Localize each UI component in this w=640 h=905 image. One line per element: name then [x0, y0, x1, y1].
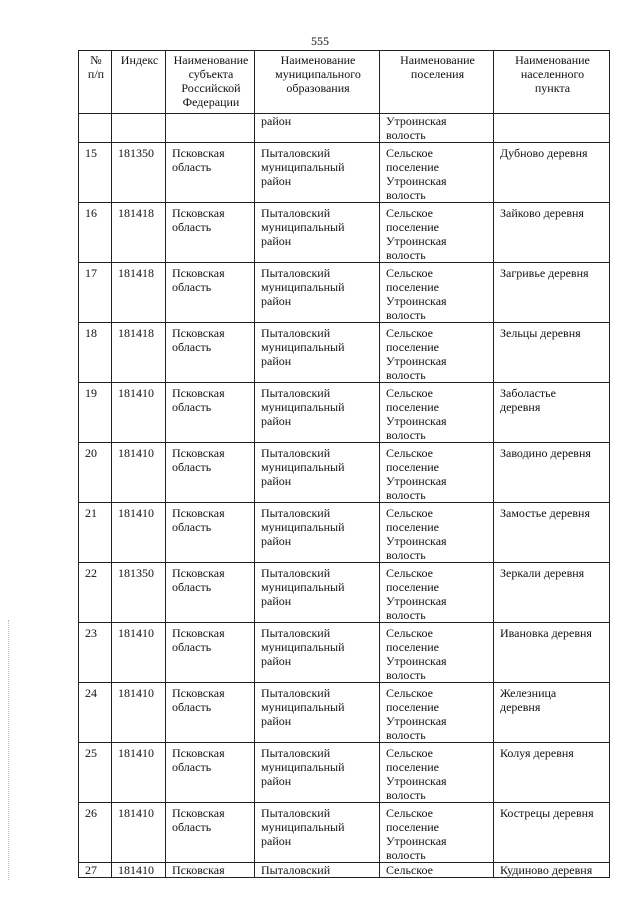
- cell-subject: Псковская область: [166, 143, 255, 203]
- cell-index: 181410: [112, 683, 166, 743]
- cell-subject: Псковская область: [166, 443, 255, 503]
- cell-municipality: Пыталовский муниципальный район: [255, 443, 380, 503]
- cell-index: 181410: [112, 383, 166, 443]
- cell-subject: Псковская область: [166, 323, 255, 383]
- cell-subject: Псковская область: [166, 263, 255, 323]
- cell-settlement: Сельское поселение Утроинская волость: [380, 503, 494, 563]
- cell-locality: Зеркали деревня: [494, 563, 610, 623]
- cell-subject: Псковская область: [166, 503, 255, 563]
- cell-settlement: Сельское поселение Утроинская волость: [380, 443, 494, 503]
- cell-settlement: Сельское поселение Утроинская волость: [380, 263, 494, 323]
- page-number: 555: [311, 34, 329, 48]
- cell-locality: [494, 114, 610, 143]
- table-row: [79, 263, 610, 323]
- table-row: [79, 563, 610, 623]
- cell-municipality: район: [255, 114, 380, 143]
- cell-subject: Псковская область: [166, 803, 255, 863]
- cell-settlement: Сельское: [380, 863, 494, 878]
- table-row: [79, 203, 610, 263]
- cell-municipality: Пыталовский муниципальный район: [255, 323, 380, 383]
- header-municipality: Наименование муниципального образования: [255, 51, 380, 114]
- cell-municipality: Пыталовский муниципальный район: [255, 383, 380, 443]
- table-row: [79, 863, 610, 878]
- cell-subject: Псковская область: [166, 683, 255, 743]
- table-row: [79, 683, 610, 743]
- cell-index: 181350: [112, 563, 166, 623]
- cell-num: 22: [79, 563, 112, 623]
- cell-locality: Кострецы деревня: [494, 803, 610, 863]
- cell-subject: Псковская область: [166, 743, 255, 803]
- cell-index: 181418: [112, 323, 166, 383]
- cell-num: 18: [79, 323, 112, 383]
- table-row: [79, 443, 610, 503]
- cell-settlement: Сельское поселение Утроинская волость: [380, 623, 494, 683]
- cell-num: 26: [79, 803, 112, 863]
- table-row: [79, 803, 610, 863]
- cell-locality: Колуя деревня: [494, 743, 610, 803]
- cell-municipality: Пыталовский муниципальный район: [255, 143, 380, 203]
- table-header-row: [79, 51, 610, 114]
- cell-locality: Замостье деревня: [494, 503, 610, 563]
- header-num: № п/п: [79, 51, 112, 114]
- cell-settlement: Сельское поселение Утроинская волость: [380, 563, 494, 623]
- cell-settlement: Сельское поселение Утроинская волость: [380, 383, 494, 443]
- cell-index: 181410: [112, 803, 166, 863]
- continuation-row: [79, 114, 610, 143]
- cell-settlement: Сельское поселение Утроинская волость: [380, 743, 494, 803]
- cell-num: 15: [79, 143, 112, 203]
- cell-municipality: Пыталовский муниципальный район: [255, 503, 380, 563]
- table-body: [79, 143, 610, 863]
- cell-num: 21: [79, 503, 112, 563]
- cell-municipality: Пыталовский муниципальный район: [255, 623, 380, 683]
- cell-subject: Псковская область: [166, 623, 255, 683]
- cell-num: 27: [79, 863, 112, 878]
- cell-locality: Зайково деревня: [494, 203, 610, 263]
- cell-num: 16: [79, 203, 112, 263]
- cell-settlement: Сельское поселение Утроинская волость: [380, 323, 494, 383]
- header-subject: Наименование субъекта Российской Федерации: [166, 51, 255, 114]
- cell-index: 181418: [112, 203, 166, 263]
- cell-locality: Зельцы деревня: [494, 323, 610, 383]
- cell-index: 181410: [112, 863, 166, 878]
- cell-num: 24: [79, 683, 112, 743]
- cell-num: 23: [79, 623, 112, 683]
- cell-municipality: Пыталовский муниципальный район: [255, 263, 380, 323]
- table-row: [79, 623, 610, 683]
- cell-municipality: Пыталовский муниципальный район: [255, 803, 380, 863]
- cell-subject: [166, 114, 255, 143]
- cell-locality: Заболастье деревня: [494, 383, 610, 443]
- cell-num: 19: [79, 383, 112, 443]
- cell-locality: Дубново деревня: [494, 143, 610, 203]
- cell-locality: Кудиново деревня: [494, 863, 610, 878]
- cell-num: 25: [79, 743, 112, 803]
- table-row: [79, 323, 610, 383]
- cell-locality: Железница деревня: [494, 683, 610, 743]
- cell-num: 20: [79, 443, 112, 503]
- cell-subject: Псковская область: [166, 203, 255, 263]
- cell-municipality: Пыталовский муниципальный район: [255, 683, 380, 743]
- cell-index: 181410: [112, 443, 166, 503]
- table-row: [79, 503, 610, 563]
- header-settlement: Наименование поселения: [380, 51, 494, 114]
- cell-locality: Заводино деревня: [494, 443, 610, 503]
- settlements-table: [78, 50, 610, 878]
- scan-edge-marks: [8, 620, 10, 880]
- cell-locality: Ивановка деревня: [494, 623, 610, 683]
- cell-num: 17: [79, 263, 112, 323]
- table-row: [79, 383, 610, 443]
- cell-index: 181410: [112, 743, 166, 803]
- cell-subject: Псковская область: [166, 383, 255, 443]
- cell-municipality: Пыталовский муниципальный район: [255, 203, 380, 263]
- cell-municipality: Пыталовский: [255, 863, 380, 878]
- cell-index: 181410: [112, 503, 166, 563]
- table-row: [79, 143, 610, 203]
- header-locality: Наименование населенного пункта: [494, 51, 610, 114]
- cell-municipality: Пыталовский муниципальный район: [255, 743, 380, 803]
- cell-index: 181350: [112, 143, 166, 203]
- cell-settlement: Сельское поселение Утроинская волость: [380, 803, 494, 863]
- cell-subject: Псковская область: [166, 563, 255, 623]
- cell-settlement: Сельское поселение Утроинская волость: [380, 143, 494, 203]
- table-row: [79, 743, 610, 803]
- cell-subject: Псковская: [166, 863, 255, 878]
- cell-num: [79, 114, 112, 143]
- cell-index: [112, 114, 166, 143]
- cell-index: 181410: [112, 623, 166, 683]
- cell-index: 181418: [112, 263, 166, 323]
- cell-settlement: Сельское поселение Утроинская волость: [380, 683, 494, 743]
- header-index: Индекс: [112, 51, 166, 114]
- cell-municipality: Пыталовский муниципальный район: [255, 563, 380, 623]
- cell-settlement: Утроинская волость: [380, 114, 494, 143]
- cell-settlement: Сельское поселение Утроинская волость: [380, 203, 494, 263]
- cell-locality: Загривье деревня: [494, 263, 610, 323]
